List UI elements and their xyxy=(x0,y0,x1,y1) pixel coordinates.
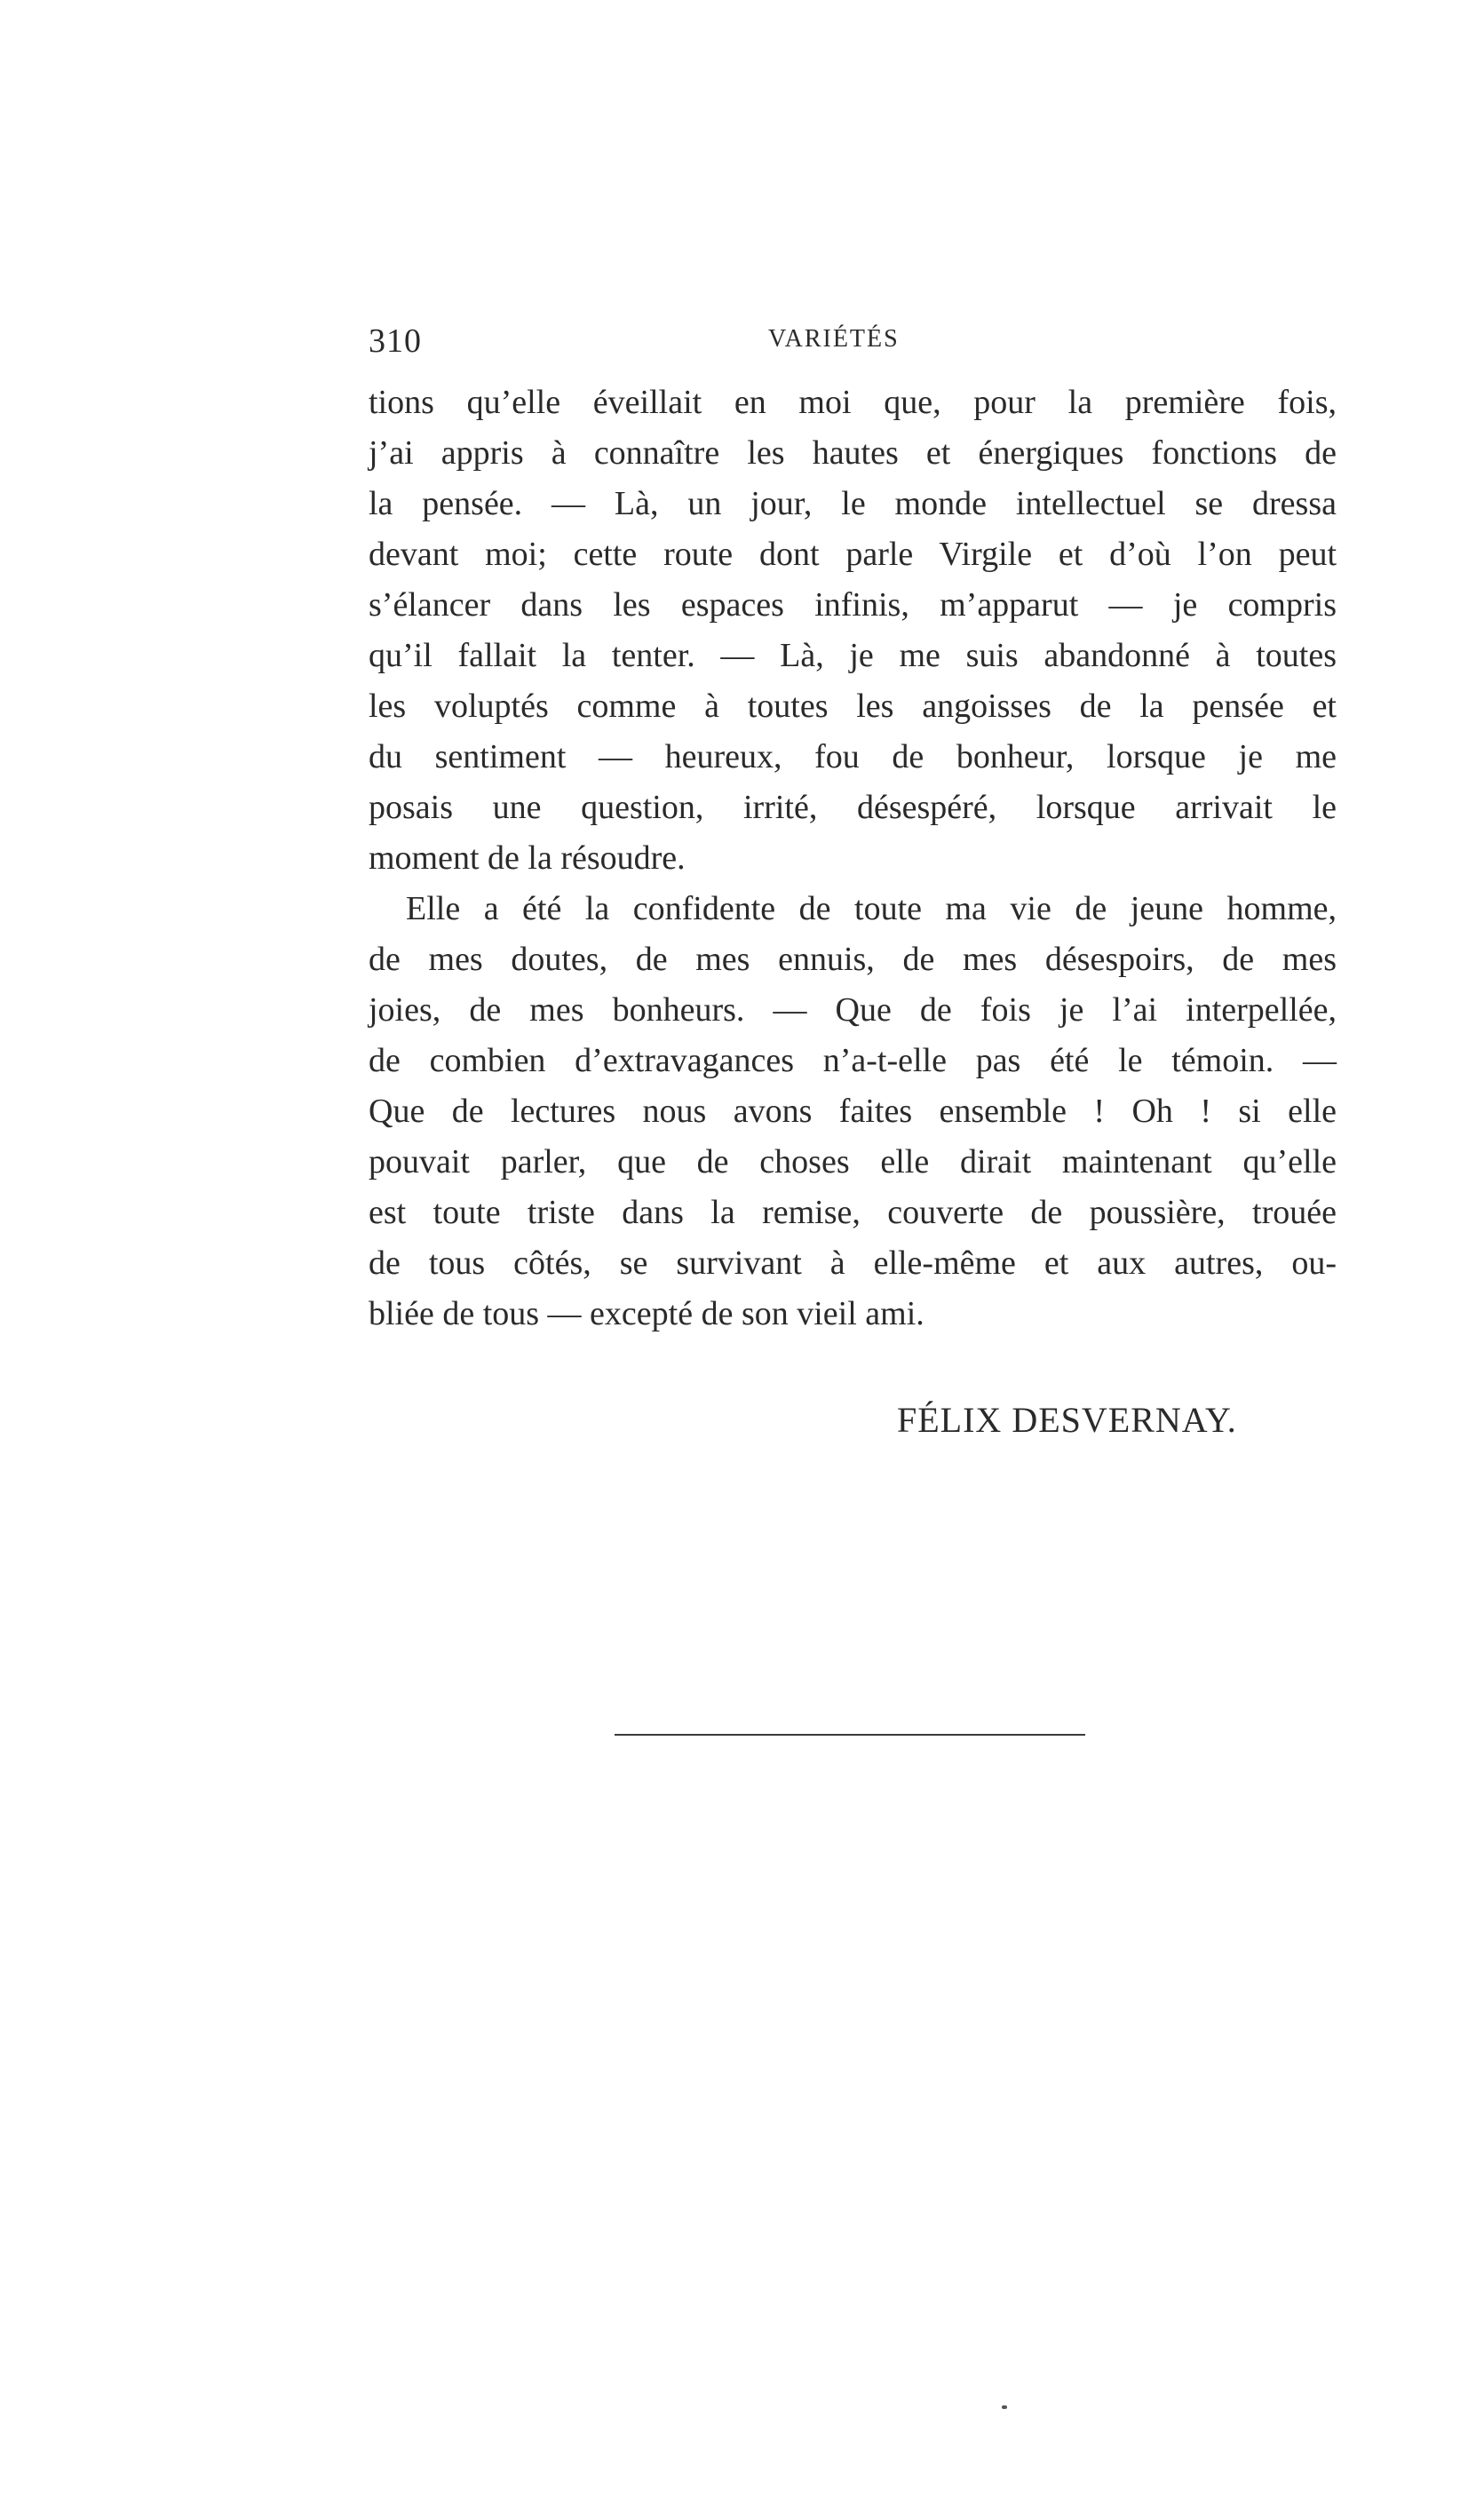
text-line: Elle a été la confidente de toute ma vie de jeune homme, xyxy=(406,890,1337,927)
text-line: j’ai appris à connaître les hautes et énergiques fonctions de xyxy=(369,434,1337,472)
paragraph-1 xyxy=(369,378,1337,884)
text-line: de mes doutes, de mes ennuis, de mes désespoirs, de mes xyxy=(369,941,1337,978)
text-line: de tous côtés, se survivant à elle-même et aux autres, ou- xyxy=(369,1244,1337,1282)
text-line: joies, de mes bonheurs. — Que de fois je l’ai interpellée, xyxy=(369,991,1337,1029)
text-line: tions qu’elle éveillait en moi que, pour la première fois, xyxy=(369,384,1337,421)
text-line: moment de la résoudre. xyxy=(369,839,686,877)
page-number: 310 xyxy=(369,322,422,360)
running-title: VARIÉTÉS xyxy=(768,325,900,353)
text-line: posais une question, irrité, désespéré, lorsque arrivait le xyxy=(369,789,1337,826)
page-speck xyxy=(1002,2405,1007,2409)
text-line: devant moi; cette route dont parle Virgile et d’où l’on peut xyxy=(369,536,1337,573)
text-line: Que de lectures nous avons faites ensemble ! Oh ! si elle xyxy=(369,1093,1337,1130)
text-line: la pensée. — Là, un jour, le monde intellectuel se dressa xyxy=(369,485,1337,522)
text-line: s’élancer dans les espaces infinis, m’apparut — je compris xyxy=(369,586,1337,624)
body-text xyxy=(369,378,1337,1339)
text-line: de combien d’extravagances n’a-t-elle pas été le témoin. — xyxy=(369,1042,1337,1079)
section-divider xyxy=(615,1734,1085,1736)
text-line: pouvait parler, que de choses elle dirait maintenant qu’elle xyxy=(369,1143,1337,1181)
paragraph-2 xyxy=(369,884,1337,1339)
text-line: les voluptés comme à toutes les angoisses de la pensée et xyxy=(369,688,1337,725)
text-line: du sentiment — heureux, fou de bonheur, lorsque je me xyxy=(369,738,1337,775)
text-line: est toute triste dans la remise, couverte de poussière, trouée xyxy=(369,1194,1337,1231)
text-line: qu’il fallait la tenter. — Là, je me suis abandonné à toutes xyxy=(369,637,1337,674)
text-line: bliée de tous — excepté de son vieil ami. xyxy=(369,1295,924,1332)
author-signature: FÉLIX DESVERNAY. xyxy=(897,1400,1237,1440)
running-head xyxy=(369,322,1337,366)
